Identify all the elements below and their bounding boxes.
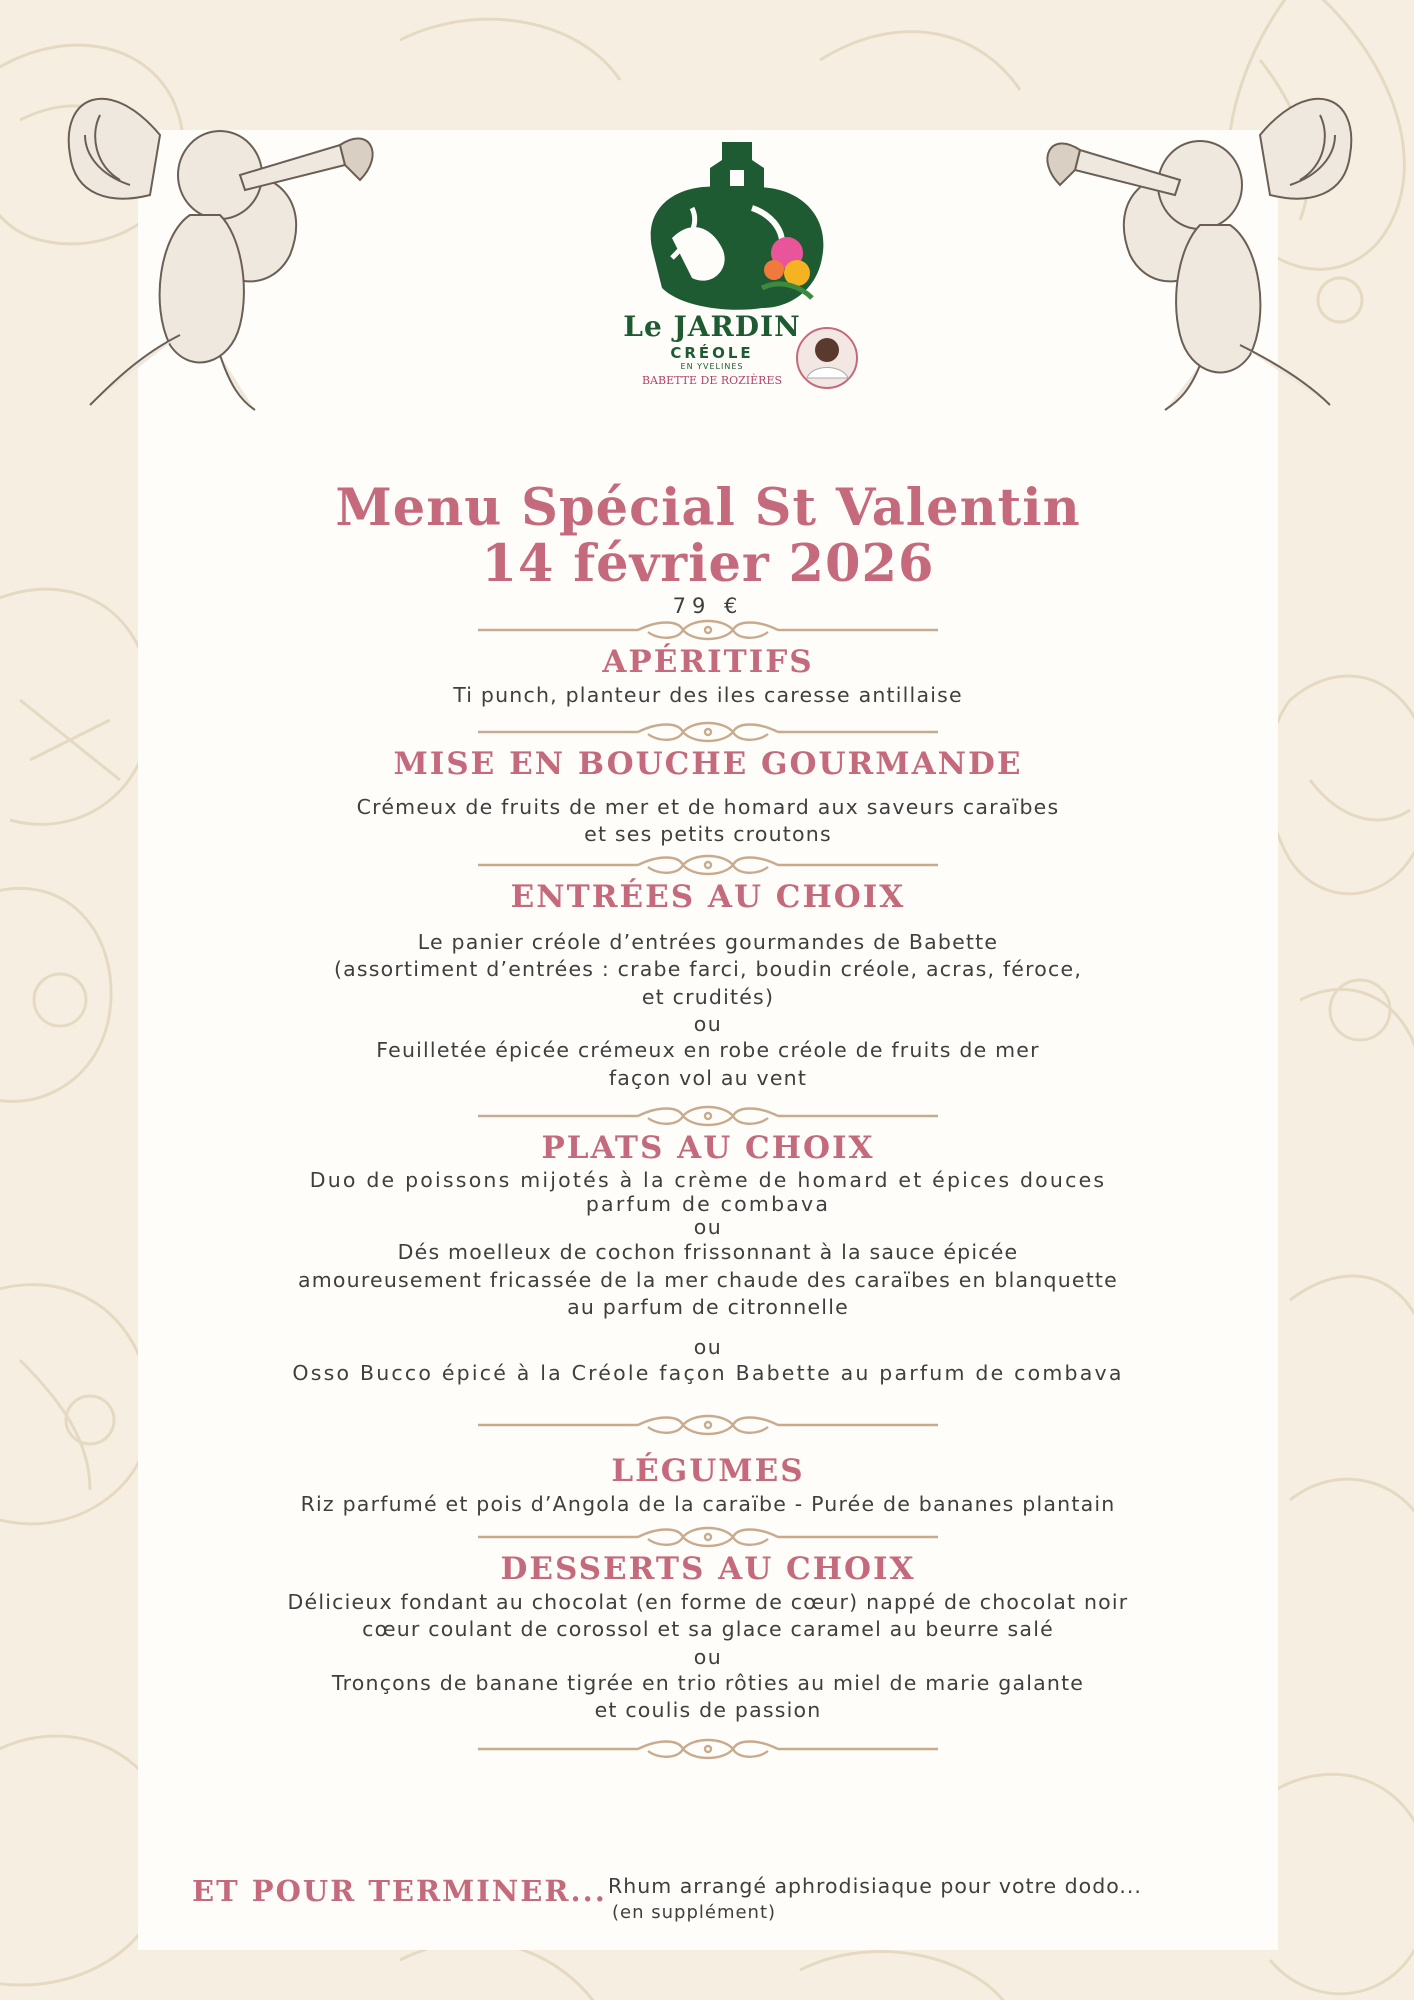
menu-line: Le panier créole d’entrées gourmandes de Babette (417, 929, 999, 954)
menu-line: et ses petits croutons (584, 822, 832, 846)
menu-content (138, 480, 1278, 1761)
menu-line: Osso Bucco épicé à la Créole façon Babette au parfum de combava (292, 1360, 1124, 1385)
menu-line: Tronçons de banane tigrée en trio rôties au miel de marie galante (331, 1670, 1085, 1695)
or-separator: ou (693, 1644, 723, 1669)
cherub-trumpet-icon (1020, 55, 1380, 415)
menu-line: Ti punch, planteur des iles caresse antillaise (453, 683, 963, 707)
section-title-mise-en-bouche: MISE EN BOUCHE GOURMANDE (393, 745, 1023, 782)
ornament-divider (478, 618, 938, 642)
menu-line: au parfum de citronnelle (567, 1295, 849, 1319)
menu-line: amoureusement fricassée de la mer chaude des caraïbes en blanquette (297, 1267, 1118, 1292)
section-title-entrees: ENTRÉES AU CHOIX (510, 878, 906, 915)
ornament-divider (478, 1737, 938, 1761)
logo-signature: BABETTE DE ROZIÈRES (641, 374, 783, 387)
logo-location: EN YVELINES (680, 362, 744, 371)
menu-line: Riz parfumé et pois d’Angola de la caraïbe - Purée de bananes plantain (300, 1492, 1116, 1516)
cherub-trumpet-icon (40, 55, 380, 415)
menu-line: et crudités) (641, 984, 775, 1009)
or-separator: ou (693, 1334, 723, 1359)
ornament-divider (478, 1413, 938, 1437)
final-text: Rhum arrangé aphrodisiaque pour votre dodo... (608, 1874, 1142, 1898)
section-title-aperitifs: APÉRITIFS (602, 644, 814, 680)
ornament-divider (478, 1525, 938, 1549)
menu-line: Duo de poissons mijotés à la crème de homard et épices douces (309, 1168, 1107, 1192)
menu-line: Dés moelleux de cochon frissonnant à la sauce épicée (397, 1240, 1019, 1264)
ornament-divider (478, 720, 938, 744)
section-title-desserts: DESSERTS AU CHOIX (500, 1550, 916, 1587)
menu-price: 79 € (672, 594, 744, 618)
section-title-legumes: LÉGUMES (611, 1453, 805, 1489)
menu-line: Feuilletée épicée crémeux en robe créole de fruits de mer (376, 1038, 1040, 1062)
ornament-divider (478, 853, 938, 877)
restaurant-logo (612, 138, 862, 408)
final-section (192, 1868, 1272, 1924)
ornament-divider (478, 1104, 938, 1128)
menu-line: (assortiment d’entrées : crabe farci, boudin créole, acras, féroce, (333, 957, 1083, 981)
menu-line: et coulis de passion (594, 1698, 822, 1722)
final-note: (en supplément) (612, 1902, 777, 1923)
menu-line: façon vol au vent (608, 1065, 808, 1090)
or-separator: ou (693, 1215, 723, 1239)
section-title-final: ET POUR TERMINER... (192, 1874, 607, 1908)
menu-line: Délicieux fondant au chocolat (en forme de cœur) nappé de chocolat noir (287, 1589, 1129, 1614)
section-title-plats: PLATS AU CHOIX (541, 1130, 875, 1166)
logo-name: Le JARDIN (623, 310, 801, 343)
menu-line: Crémeux de fruits de mer et de homard aux saveurs caraïbes (356, 794, 1060, 819)
menu-line: parfum de combava (585, 1192, 831, 1216)
menu-line: cœur coulant de corossol et sa glace caramel au beurre salé (362, 1617, 1054, 1641)
menu-title: Menu Spécial St Valentin (335, 478, 1081, 538)
logo-subname: CRÉOLE (670, 344, 754, 362)
or-separator: ou (693, 1012, 723, 1036)
menu-date: 14 février 2026 (481, 534, 935, 594)
